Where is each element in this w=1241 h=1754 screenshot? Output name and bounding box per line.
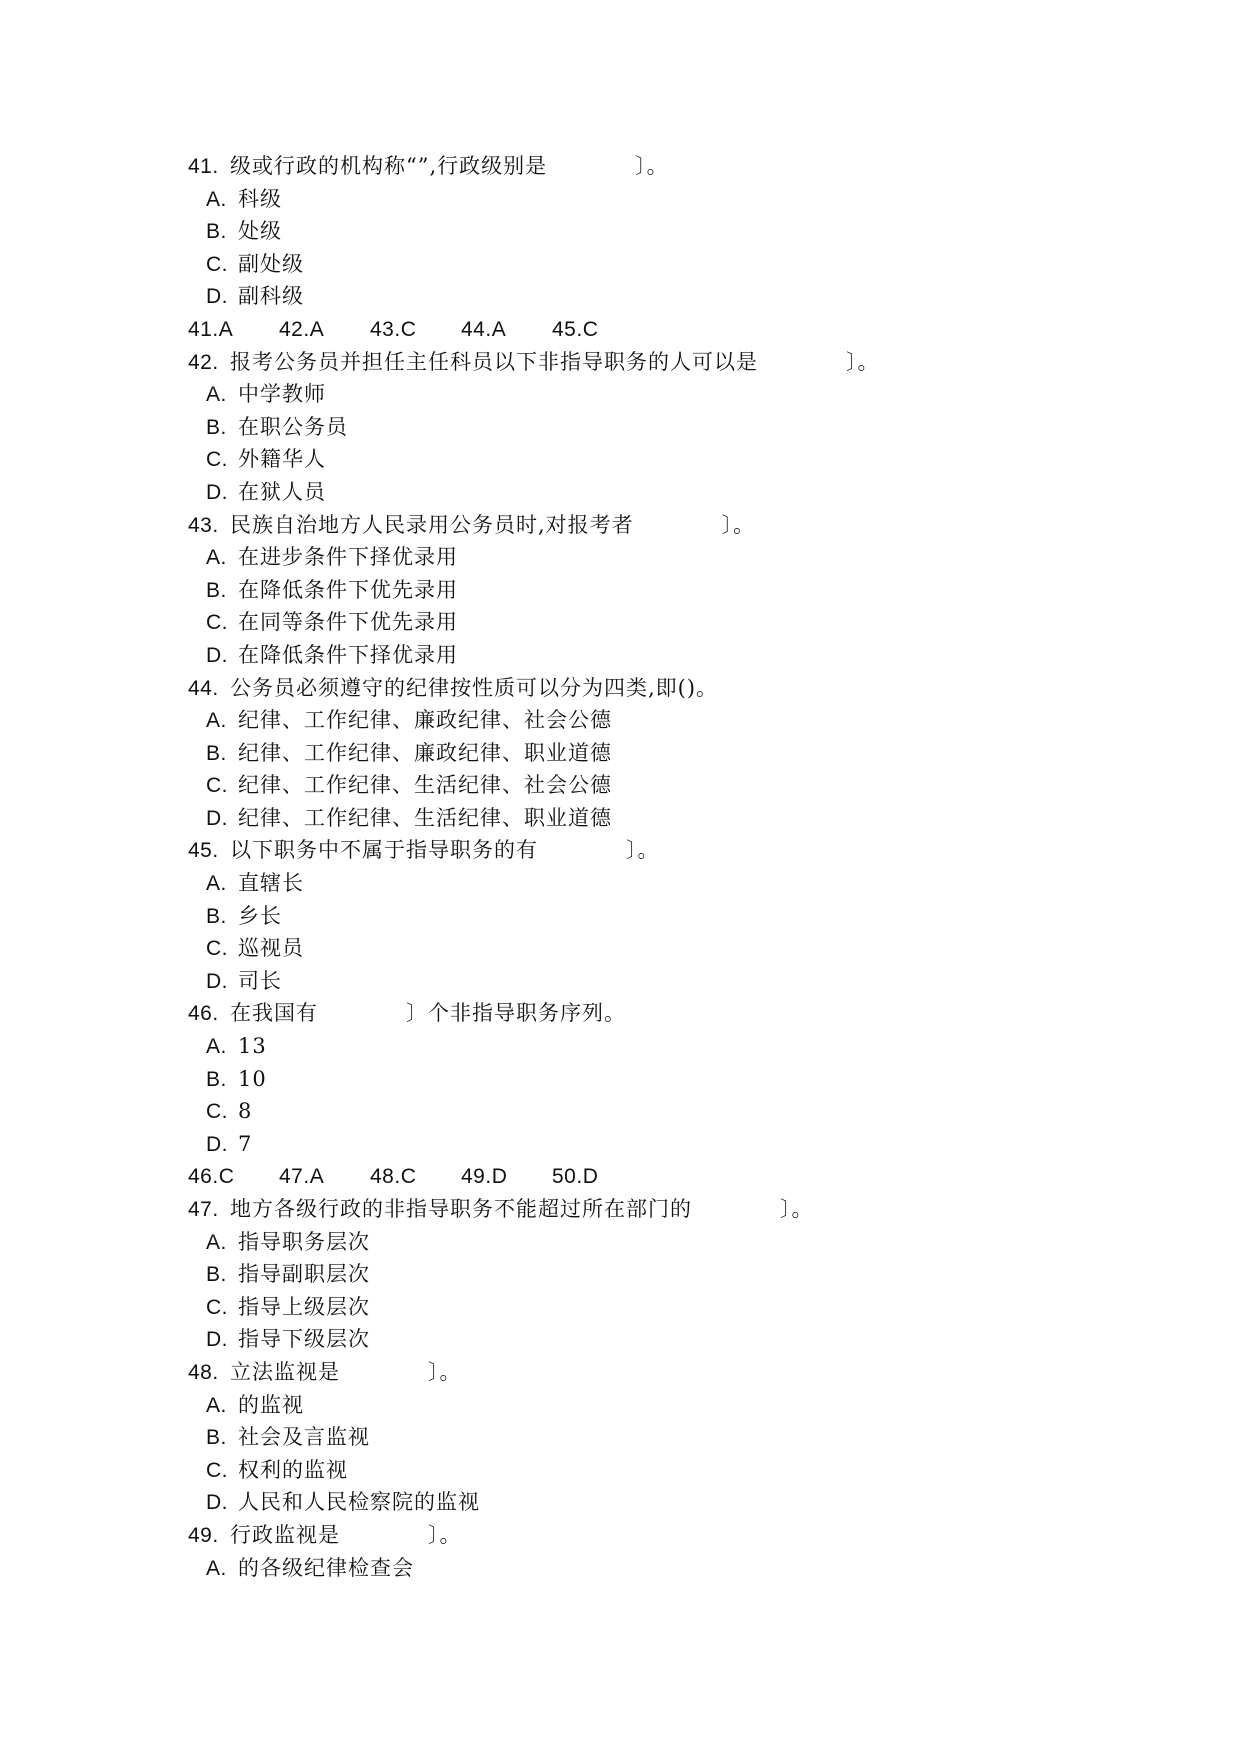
option-line xyxy=(188,769,1088,802)
option-letter: D. xyxy=(206,643,228,667)
option-line xyxy=(188,1095,1088,1128)
option-text: 在狱人员 xyxy=(238,479,326,504)
question-number: 47. xyxy=(188,1198,219,1221)
option-text: 权利的监视 xyxy=(238,1457,348,1482)
option-line xyxy=(188,1030,1088,1063)
option-letter: C. xyxy=(206,448,228,472)
option-line xyxy=(188,1454,1088,1487)
question-number: 46. xyxy=(188,1002,219,1026)
option-letter: B. xyxy=(206,578,227,602)
option-letter: D. xyxy=(206,1328,228,1352)
option-line xyxy=(188,378,1088,411)
option-text: 纪律、工作纪律、廉政纪律、社会公德 xyxy=(238,708,612,733)
option-text: 巡视员 xyxy=(238,936,304,961)
question-line xyxy=(188,346,1088,379)
option-text: 纪律、工作纪律、生活纪律、职业道德 xyxy=(238,805,612,830)
option-letter: A. xyxy=(206,1230,227,1254)
answer-key-line xyxy=(188,1160,1088,1193)
option-text: 指导职务层次 xyxy=(238,1229,370,1254)
question-line xyxy=(188,1356,1088,1389)
option-letter: C. xyxy=(206,774,228,798)
option-line xyxy=(188,248,1088,281)
option-letter: A. xyxy=(206,383,227,407)
option-letter: A. xyxy=(206,709,227,733)
question-line xyxy=(188,509,1088,542)
option-text: 的监视 xyxy=(238,1392,304,1417)
option-letter: D. xyxy=(206,480,228,504)
option-text: 司长 xyxy=(238,968,282,993)
option-line xyxy=(188,1323,1088,1356)
question-number: 43. xyxy=(188,513,219,537)
option-text: 的各级纪律检查会 xyxy=(238,1555,414,1580)
option-line xyxy=(188,965,1088,998)
option-letter: D. xyxy=(206,969,228,993)
option-letter: B. xyxy=(206,1426,227,1450)
option-letter: A. xyxy=(206,546,227,570)
question-line xyxy=(188,1519,1088,1552)
option-line xyxy=(188,867,1088,900)
question-text: 在我国有 〕个非指导职务序列。 xyxy=(230,1001,626,1026)
option-text: 中学教师 xyxy=(238,382,326,407)
option-line xyxy=(188,1226,1088,1259)
option-text: 指导副职层次 xyxy=(238,1262,370,1287)
option-text: 7 xyxy=(238,1131,253,1156)
option-text: 在进步条件下择优录用 xyxy=(238,545,458,570)
question-number: 41. xyxy=(188,155,219,178)
question-number: 42. xyxy=(188,350,219,374)
option-letter: B. xyxy=(206,415,227,439)
option-line xyxy=(188,900,1088,933)
option-text: 直辖长 xyxy=(238,871,304,896)
answer-key-item: 50.D xyxy=(552,1165,599,1189)
option-text: 在职公务员 xyxy=(238,414,348,439)
question-line xyxy=(188,997,1088,1030)
option-letter: B. xyxy=(206,741,227,765)
question-text: 立法监视是 〕。 xyxy=(230,1359,462,1384)
option-letter: D. xyxy=(206,285,228,309)
option-text: 副处级 xyxy=(238,251,304,276)
option-line xyxy=(188,443,1088,476)
option-text: 10 xyxy=(238,1066,267,1091)
question-text: 行政监视是 〕。 xyxy=(230,1522,462,1547)
option-letter: A. xyxy=(206,1035,227,1059)
option-line xyxy=(188,1128,1088,1161)
option-letter: D. xyxy=(206,806,228,830)
question-text: 民族自治地方人民录用公务员时,对报考者 〕。 xyxy=(230,512,756,537)
option-letter: A. xyxy=(206,187,227,211)
answer-key-line xyxy=(188,313,1088,346)
option-line xyxy=(188,639,1088,672)
question-text: 级或行政的机构称“”,行政级别是 〕。 xyxy=(230,154,669,178)
option-text: 纪律、工作纪律、生活纪律、社会公德 xyxy=(238,773,612,798)
question-line xyxy=(188,1193,1088,1226)
answer-key-item: 43.C xyxy=(370,317,417,341)
option-text: 人民和人民检察院的监视 xyxy=(238,1490,480,1515)
question-text: 公务员必须遵守的纪律按性质可以分为四类,即()。 xyxy=(230,675,719,700)
question-text: 地方各级行政的非指导职务不能超过所在部门的 〕。 xyxy=(230,1197,814,1221)
option-letter: D. xyxy=(206,1491,228,1515)
option-line xyxy=(188,215,1088,248)
option-text: 在同等条件下优先录用 xyxy=(238,610,458,635)
option-text: 指导上级层次 xyxy=(238,1294,370,1319)
answer-key-item: 42.A xyxy=(279,317,325,341)
option-line xyxy=(188,932,1088,965)
option-text: 外籍华人 xyxy=(238,447,326,472)
option-text: 副科级 xyxy=(238,284,304,309)
option-text: 在降低条件下优先录用 xyxy=(238,577,458,602)
answer-key-item: 45.C xyxy=(552,317,599,341)
option-line xyxy=(188,1258,1088,1291)
option-line xyxy=(188,476,1088,509)
option-line xyxy=(188,802,1088,835)
option-letter: C. xyxy=(206,252,228,276)
option-line xyxy=(188,411,1088,444)
option-letter: A. xyxy=(206,1393,227,1417)
option-letter: B. xyxy=(206,904,227,928)
option-letter: A. xyxy=(206,872,227,896)
option-text: 科级 xyxy=(238,186,282,211)
answer-key-item: 44.A xyxy=(461,317,507,341)
option-line xyxy=(188,1486,1088,1519)
option-letter: D. xyxy=(206,1132,228,1156)
option-text: 指导下级层次 xyxy=(238,1327,370,1352)
option-letter: C. xyxy=(206,1458,228,1482)
option-line xyxy=(188,183,1088,216)
option-line xyxy=(188,574,1088,607)
option-line xyxy=(188,1552,1088,1585)
option-text: 乡长 xyxy=(238,903,282,928)
question-text: 以下职务中不属于指导职务的有 〕。 xyxy=(230,838,660,863)
question-list xyxy=(188,150,1088,1584)
option-letter: C. xyxy=(206,937,228,961)
option-line xyxy=(188,1421,1088,1454)
option-letter: A. xyxy=(206,1556,227,1580)
question-number: 49. xyxy=(188,1523,219,1547)
option-line xyxy=(188,1291,1088,1324)
option-letter: B. xyxy=(206,1067,227,1091)
answer-key-item: 41.A xyxy=(188,317,234,341)
question-number: 44. xyxy=(188,676,219,700)
option-line xyxy=(188,541,1088,574)
option-line xyxy=(188,1063,1088,1096)
question-number: 45. xyxy=(188,839,219,863)
option-text: 13 xyxy=(238,1034,267,1059)
answer-key-item: 46.C xyxy=(188,1165,235,1189)
question-text: 报考公务员并担任主任科员以下非指导职务的人可以是 〕。 xyxy=(230,349,880,374)
option-line xyxy=(188,737,1088,770)
option-text: 社会及言监视 xyxy=(238,1425,370,1450)
answer-key-item: 48.C xyxy=(370,1165,417,1189)
question-line xyxy=(188,672,1088,705)
option-line xyxy=(188,1389,1088,1422)
option-text: 纪律、工作纪律、廉政纪律、职业道德 xyxy=(238,740,612,765)
question-line xyxy=(188,150,1088,183)
answer-key-item: 49.D xyxy=(461,1165,508,1189)
option-text: 8 xyxy=(238,1099,253,1124)
option-letter: C. xyxy=(206,1100,228,1124)
option-text: 处级 xyxy=(238,219,282,244)
option-line xyxy=(188,280,1088,313)
option-letter: B. xyxy=(206,220,227,244)
option-text: 在降低条件下择优录用 xyxy=(238,642,458,667)
option-line xyxy=(188,606,1088,639)
question-line xyxy=(188,834,1088,867)
option-letter: B. xyxy=(206,1263,227,1287)
option-line xyxy=(188,704,1088,737)
question-number: 48. xyxy=(188,1360,219,1384)
answer-key-item: 47.A xyxy=(279,1165,325,1189)
option-letter: C. xyxy=(206,611,228,635)
option-letter: C. xyxy=(206,1295,228,1319)
